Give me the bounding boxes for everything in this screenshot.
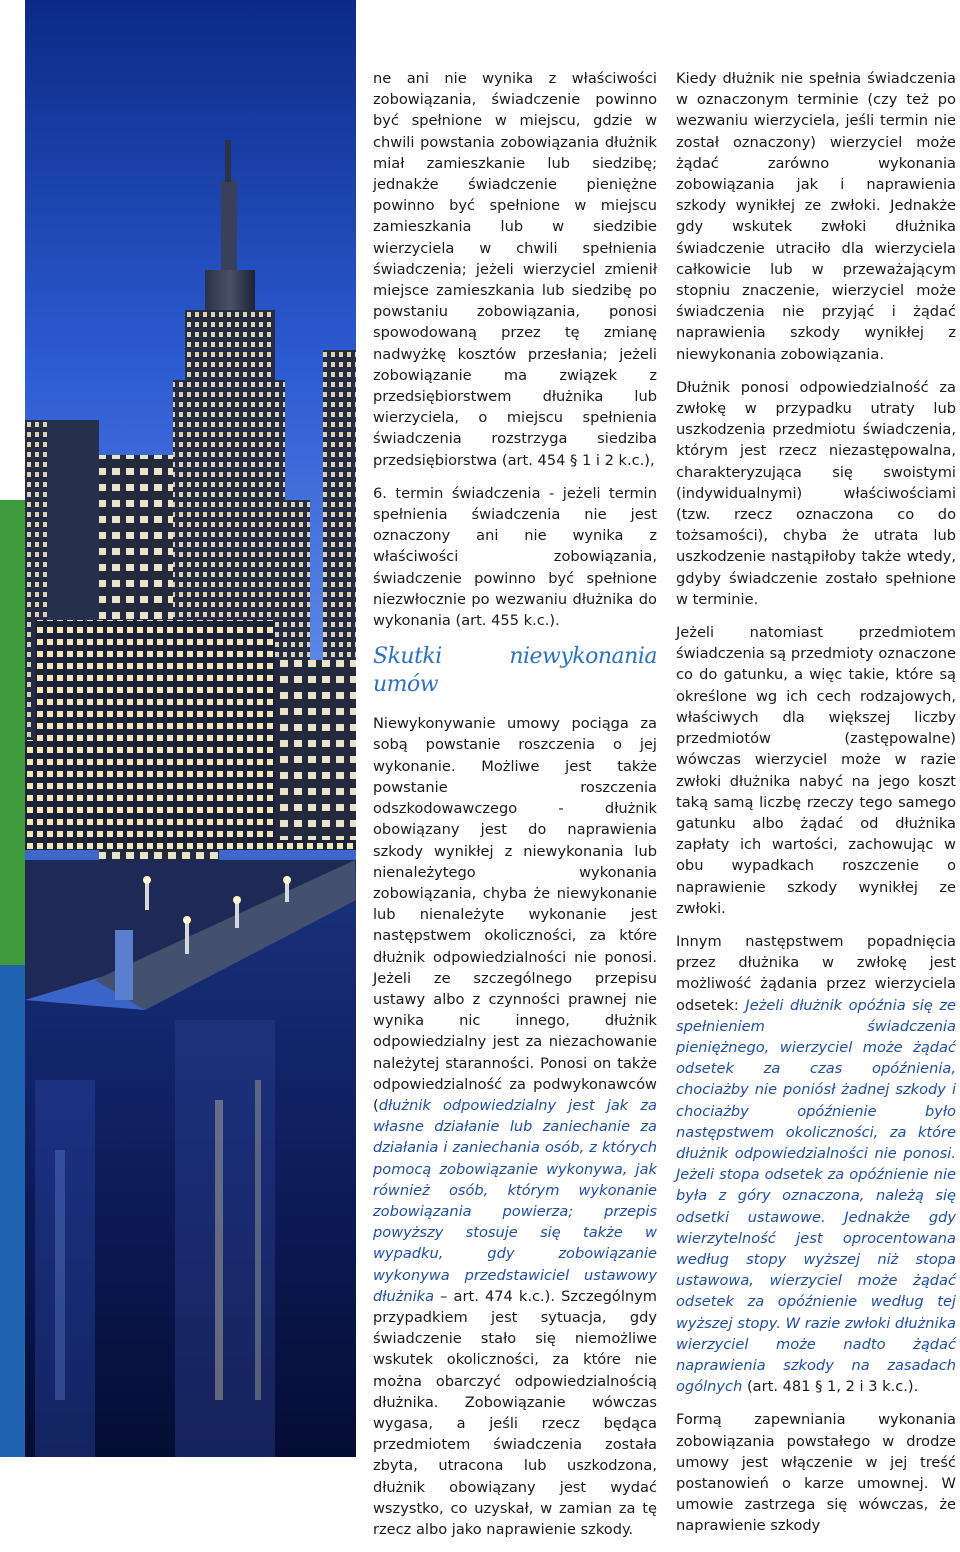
paragraph: Jeżeli natomiast przedmiotem świadczenia są przedmioty oznaczone co do gatunku, a więc takie, które są określone wg ich cech rodzajowych, właściwych dla większej liczby przedmiotów (zastępowalne) wówczas wierzyciel może w razie zwłoki dłużnika nabyć na jego koszt taką samą liczbę rzeczy tego samego gatunku albo żądać od dłużnika zapłaty ich wartości, zachowując w obu wypadkach roszczenie o naprawienie szkody wynikłej ze zwłoki. [676,624,956,917]
paragraph-text: (art. 481 § 1, 2 i 3 k.c.). [742,1378,919,1396]
paragraph [676,931,956,1397]
paragraph: Kiedy dłużnik nie spełnia świadczenia w oznaczonym terminie (czy też po wezwaniu wierzyciela, jeśli termin nie został oznaczony) wierzyciel może żądać zarówno wykonania zobowiązania jak i naprawienia szkody wynikłej ze zwłoki. Jednakże gdy wskutek zwłoki dłużnika świadczenie utraciło dla wierzyciela całkowicie lub w przeważającym stopniu znaczenie, wierzyciel może świadczenia nie przyjąć i żądać naprawienia szkody wynikłej z niewykonania zobowiązania. [676,70,956,363]
paragraph-text: Innym następstwem popadnięcia przez dłużnika w zwłokę jest możliwość żądania przez wierzyciela odsetek: [676,932,956,1014]
paragraph: 6. termin świadczenia - jeżeli termin spełnienia świadczenia nie jest oznaczony ani nie wynika z właściwości zobowiązania, świadczenie powinno być spełnione niezwłocznie po wezwaniu dłużnika do wykonania (art. 455 k.c.). [373,484,657,630]
paragraph: Dłużnik ponosi odpowiedzialność za zwłokę w przypadku utraty lub uszkodzenia przedmiotu świadczenia, którym jest rzecz niezastępowalna, charakteryzująca się swoistymi (indywidualnymi) właściwościami (tzw. rzecz oznaczona co do tożsamości), chyba że utrata lub uszkodzenie nastąpiłoby także wtedy, gdyby świadczenie zostało spełnione w terminie. [676,378,956,608]
paragraph-text: – art. 474 k.c.). Szczególnym przypadkiem jest sytuacja, gdy świadczenie stało się niemożliwe wskutek okoliczności, za które nie można obarczyć odpowiedzialnością dłużnika. Zobowiązanie wówczas wygasa, a jeśli rzecz będąca przedmiotem świadczenia została zbyta, utracona lub uszkodzona, dłużnik obowiązany jest wydać wszystko, co uzyskał, w zamian za tę rzecz albo jako naprawienie szkody. [373,1287,657,1538]
quoted-law-text: Jeżeli dłużnik opóźnia się ze spełnieniem świadczenia pieniężnego, wierzyciel może żądać odsetek za czas opóźnienia, chociażby nie poniósł żadnej szkody i chociażby opóźnienie było następstwem okoliczności, za które dłużnik odpowiedzialności nie ponosi. Jeżeli stopa odsetek za opóźnienie nie była z góry oznaczona, należą się odsetki ustawowe. Jednakże gdy wierzytelność jest oprocentowana według stopy wyższej niż stopa ustawowa, wierzyciel może żądać odsetek za opóźnienie według tej wyższej stopy. W razie zwłoki dłużnika wierzyciel może nadto żądać naprawienia szkody na zasadach ogólnych [676,996,956,1396]
text-column-left [373,68,657,1552]
text-column-right [676,68,956,1549]
side-bar-blue [0,965,25,1457]
paragraph: ne ani nie wynika z właściwości zobowiązania, świadczenie powinno być spełnione w miejscu, gdzie w chwili powstania zobowiązania dłużnik miał zamieszkanie lub siedzibę; jednakże świadczenie pieniężne powinno być spełnione w miejscu zamieszkania lub w siedzibie wierzyciela w chwili spełnienia świadczenia; jeżeli wierzyciel zmienił miejsce zamieszkania lub siedzibę po powstaniu zobowiązania, ponosi spowodowaną przez tę zmianę nadwyżkę kosztów przesłania; jeżeli zobowiązanie ma związek z przedsiębiorstwem dłużnika lub wierzyciela, o miejscu spełnienia świadczenia rozstrzyga siedziba przedsiębiorstwa (art. 454 § 1 i 2 k.c.), [373,70,657,469]
quoted-law-text: dłużnik odpowiedzialny jest jak za własne działanie lub zaniechanie za działania i zaniechania osób, z których pomocą zobowiązanie wykonywa, jak również osób, którym wykonanie zobowiązania powierza; przepis powyższy stosuje się także w wypadku, gdy zobowiązanie wykonywa przedstawiciel ustawowy dłużnika [373,1096,657,1305]
paragraph: Formą zapewniania wykonania zobowiązania powstałego w drodze umowy jest włączenie w jej treść postanowień o karze umownej. W umowie zastrzega się wówczas, że naprawienie szkody [676,1411,956,1535]
city-night-photo [25,0,356,1457]
side-bar-green [0,500,25,965]
section-heading: Skutki niewykonania umów [373,644,657,698]
side-bar-white [0,0,25,500]
paragraph [373,713,657,1540]
paragraph-text: Niewykonywanie umowy pociąga za sobą powstanie roszczenia o jej wykonanie. Możliwe jest także powstanie roszczenia odszkodowawczego - dłużnik obowiązany jest do naprawienia szkody wynikłej z niewykonania lub nienależytego wykonania zobowiązania, chyba że niewykonanie lub nienależyte wykonanie jest następstwem okoliczności, za które dłużnik odpowiedzialności nie ponosi. Jeżeli ze szczególnego przepisu ustawy albo z czynności prawnej nie wynika nic innego, dłużnik odpowiedzialny jest za niezachowanie należytej staranności. Ponosi on także odpowiedzialność za podwykonawców ( [373,715,657,1114]
